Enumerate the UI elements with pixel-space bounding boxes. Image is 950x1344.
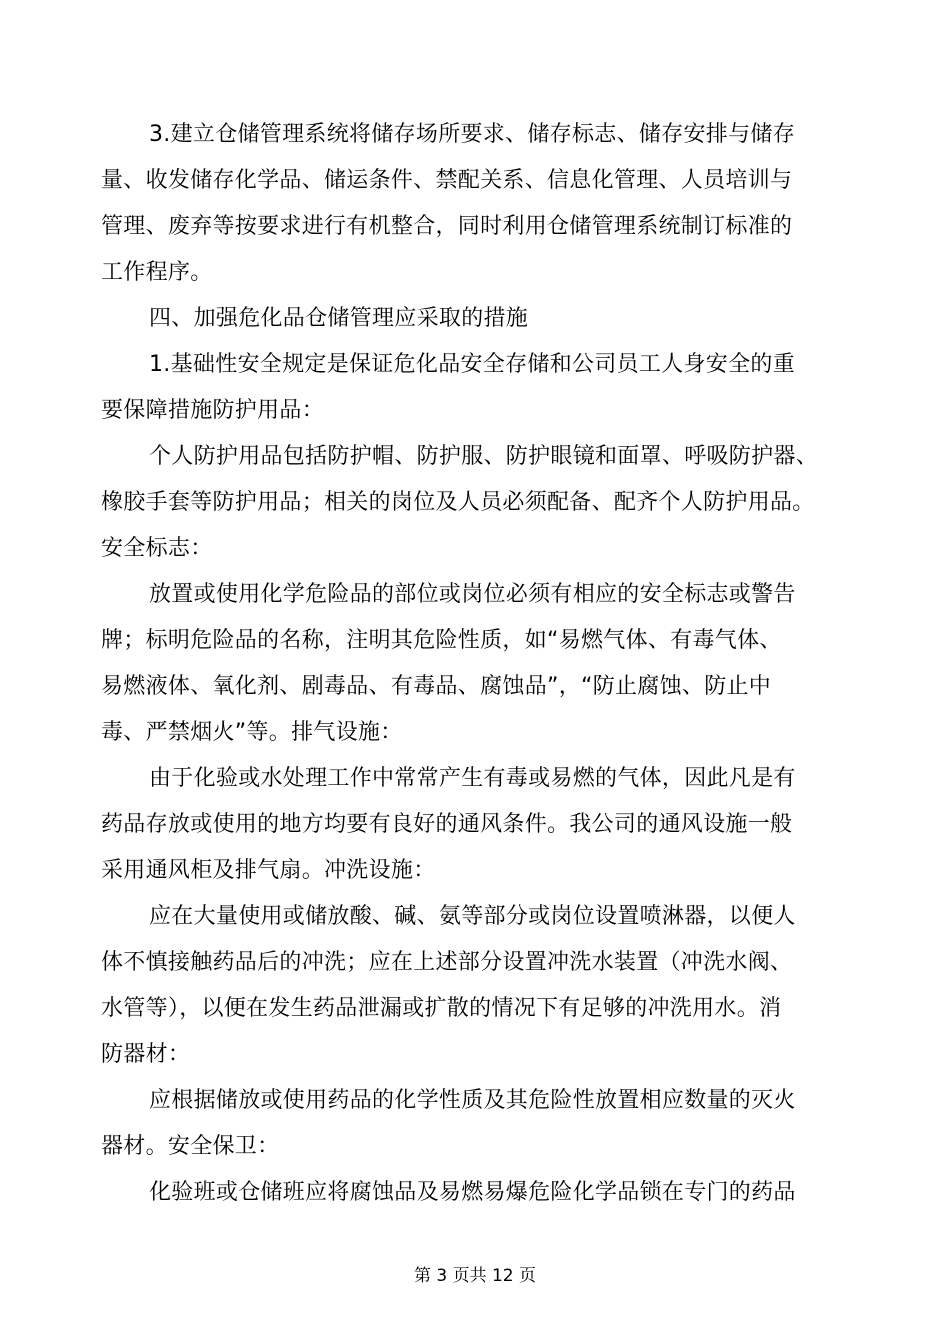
text-line: 体不慎接触药品后的冲洗；应在上述部分设置冲洗水装置（冲洗水阀、: [101, 950, 793, 975]
page-number: 第 3 页共 12 页: [413, 1266, 537, 1286]
text-line: 3.建立仓储管理系统将储存场所要求、储存标志、储存安排与储存: [149, 122, 795, 147]
section-heading: 四、加强危化品仓储管理应采取的措施: [149, 306, 529, 331]
text-line: 采用通风柜及排气扇。冲洗设施：: [101, 858, 436, 883]
text-line: 应根据储放或使用药品的化学性质及其危险性放置相应数量的灭火: [149, 1088, 796, 1113]
text-line: 易燃液体、氧化剂、剧毒品、有毒品、腐蚀品”，“防止腐蚀、防止中: [101, 674, 772, 699]
text-line: 量、收发储存化学品、储运条件、禁配关系、信息化管理、人员培训与: [101, 168, 793, 193]
text-line: 个人防护用品包括防护帽、防护服、防护眼镜和面罩、呼吸防护器、: [149, 444, 819, 469]
text-line: 橡胶手套等防护用品；相关的岗位及人员必须配备、配齐个人防护用品。: [101, 490, 815, 515]
text-line: 应在大量使用或储放酸、碱、氨等部分或岗位设置喷淋器，以便人: [149, 904, 796, 929]
text-line: 要保障措施防护用品：: [101, 398, 325, 423]
text-line: 管理、废弃等按要求进行有机整合，同时利用仓储管理系统制订标准的: [101, 214, 793, 239]
text-line: 药品存放或使用的地方均要有良好的通风条件。我公司的通风设施一般: [101, 812, 793, 837]
text-line: 1.基础性安全规定是保证危化品安全存储和公司员工人身安全的重: [149, 352, 795, 377]
text-line: 牌；标明危险品的名称，注明其危险性质，如“易燃气体、有毒气体、: [101, 628, 782, 653]
text-line: 水管等），以便在发生药品泄漏或扩散的情况下有足够的冲洗用水。消: [101, 996, 782, 1021]
text-line: 放置或使用化学危险品的部位或岗位必须有相应的安全标志或警告: [149, 582, 796, 607]
text-line: 工作程序。: [101, 260, 213, 285]
text-line: 化验班或仓储班应将腐蚀品及易燃易爆危险化学品锁在专门的药品: [149, 1180, 796, 1205]
text-line: 安全标志：: [101, 536, 213, 561]
text-line: 器材。安全保卫：: [101, 1134, 280, 1159]
text-line: 由于化验或水处理工作中常常产生有毒或易燃的气体，因此凡是有: [149, 766, 796, 791]
text-line: 防器材：: [101, 1042, 191, 1067]
text-line: 毒、严禁烟火”等。排气设施：: [101, 720, 403, 745]
